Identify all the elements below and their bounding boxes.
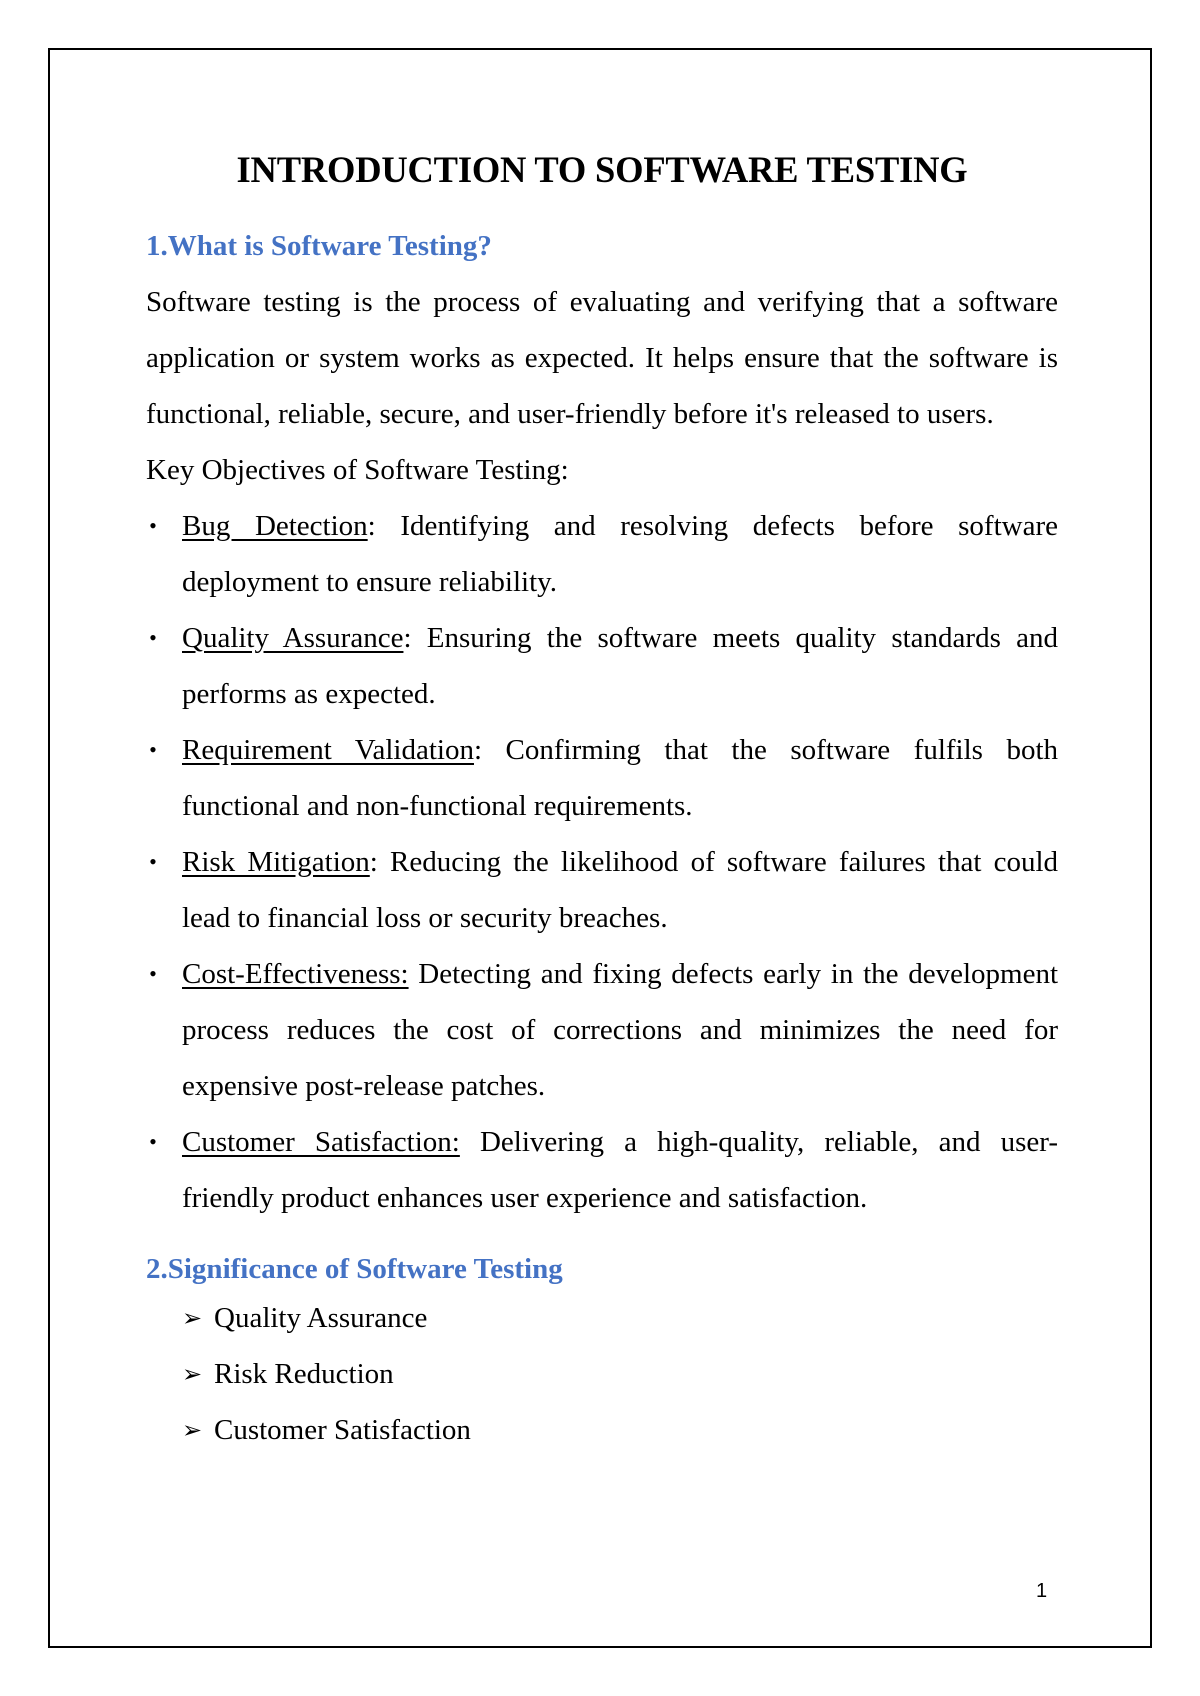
objective-term: Quality Assurance bbox=[182, 622, 404, 654]
arrowhead-bullet-icon: ➢ bbox=[182, 1360, 203, 1388]
objective-text: Reducing the likelihood of software failures that could lead to financial loss or security breaches. bbox=[182, 846, 1058, 934]
page-number: 1 bbox=[1036, 1580, 1048, 1602]
objective-term: Bug Detection bbox=[182, 510, 368, 542]
objective-text: Detecting and fixing defects early in the development process reduces the cost of corrections and minimizes the need for expensive post-release patches. bbox=[182, 958, 1058, 1102]
objectives-label: Key Objectives of Software Testing: bbox=[146, 454, 569, 486]
objective-item bbox=[146, 722, 1058, 834]
objective-item bbox=[146, 610, 1058, 722]
section-1-heading: 1.What is Software Testing? bbox=[146, 230, 492, 262]
objective-text: Confirming that the software fulfils both functional and non-functional requirements. bbox=[182, 734, 1059, 822]
objective-term: Customer Satisfaction: bbox=[182, 1126, 460, 1158]
objective-item bbox=[146, 946, 1058, 1114]
bullet-dot-icon: • bbox=[149, 1129, 157, 1154]
objective-separator: : bbox=[403, 622, 412, 654]
bullet-dot-icon: • bbox=[149, 737, 157, 762]
objectives-list bbox=[146, 498, 1058, 1226]
objective-text: Ensuring the software meets quality standards and performs as expected. bbox=[182, 622, 1059, 710]
objective-text: Delivering a high-quality, reliable, and user-friendly product enhances user experience and satisfaction. bbox=[182, 1126, 1058, 1214]
significance-item-label: Quality Assurance bbox=[214, 1302, 428, 1334]
significance-item bbox=[182, 1402, 1058, 1458]
bullet-dot-icon: • bbox=[149, 849, 157, 874]
significance-item bbox=[182, 1290, 1058, 1346]
objective-term: Risk Mitigation bbox=[182, 846, 370, 878]
document-title: INTRODUCTION TO SOFTWARE TESTING bbox=[236, 149, 968, 190]
bullet-dot-icon: • bbox=[149, 625, 157, 650]
objective-item bbox=[146, 834, 1058, 946]
objective-term: Requirement Validation bbox=[182, 734, 474, 766]
significance-item-label: Risk Reduction bbox=[214, 1358, 394, 1390]
objective-separator: : bbox=[473, 734, 483, 766]
section-1-paragraph: Software testing is the process of evaluating and verifying that a software application or system works as expected. It helps ensure that the software is functional, reliable, secure, and user-friendly before it's released to users. bbox=[146, 286, 1058, 430]
objective-item bbox=[146, 1114, 1058, 1226]
objective-separator: : bbox=[369, 846, 378, 878]
bullet-dot-icon: • bbox=[149, 961, 157, 986]
bullet-dot-icon: • bbox=[149, 513, 157, 538]
objective-term: Cost-Effectiveness: bbox=[182, 958, 409, 990]
significance-item-label: Customer Satisfaction bbox=[214, 1414, 471, 1446]
objective-text: Identifying and resolving defects before software deployment to ensure reliability. bbox=[182, 510, 1058, 598]
arrowhead-bullet-icon: ➢ bbox=[182, 1304, 203, 1332]
section-2-heading: 2.Significance of Software Testing bbox=[146, 1253, 563, 1285]
document-content bbox=[146, 140, 1058, 1458]
arrowhead-bullet-icon: ➢ bbox=[182, 1416, 203, 1444]
objective-separator: : bbox=[367, 510, 376, 542]
significance-item bbox=[182, 1346, 1058, 1402]
significance-list bbox=[146, 1290, 1058, 1458]
objective-item bbox=[146, 498, 1058, 610]
